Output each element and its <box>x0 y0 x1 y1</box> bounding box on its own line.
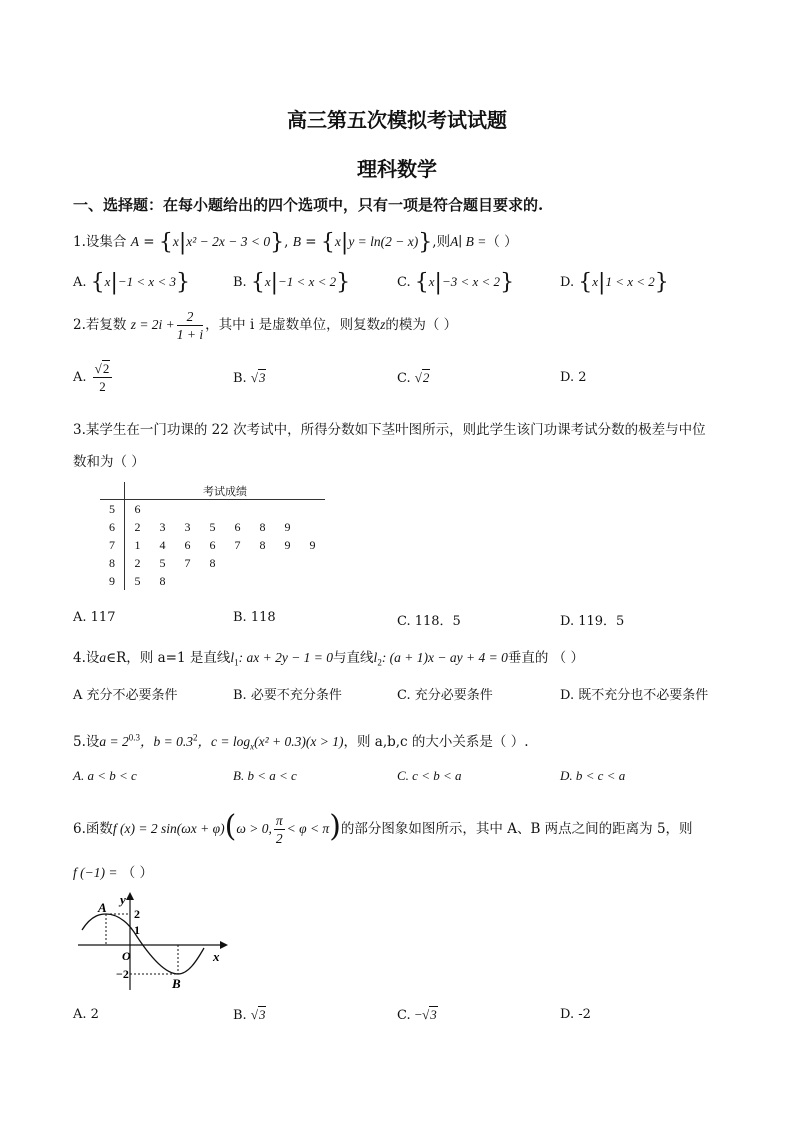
page-subtitle: 理科数学 <box>357 157 437 181</box>
stem-leaf-row <box>100 500 325 519</box>
origin-label: O <box>122 949 131 963</box>
leaf-cell <box>300 500 325 519</box>
leaf-cell: 8 <box>209 555 216 570</box>
sine-graph <box>72 888 232 994</box>
q1-set-b: B <box>292 234 301 249</box>
leaf-cell: 5 <box>159 555 166 570</box>
leaf-cell: 8 <box>259 519 266 534</box>
q4-option-d[interactable]: D. 既不充分也不必要条件 <box>560 688 709 703</box>
q1-a-cond: x² − 2x − 3 < 0 <box>186 234 271 249</box>
stem-leaf-plot <box>100 482 325 590</box>
leaf-cell: 2 <box>134 555 141 570</box>
x-axis-label: x <box>213 949 220 964</box>
question-1: 1.设集合 A = {x|x² − 2x − 3 < 0}, B = {x|y = ln(2 − x)},则A∣ B =（ ） <box>73 230 518 255</box>
q2-mid: ，其中 i 是虚数单位，则复数 <box>205 317 381 333</box>
y-axis-label: y <box>120 892 126 907</box>
leaf-cell <box>225 572 250 590</box>
leaf-cell: 4 <box>159 537 166 552</box>
tick-1-label: 1 <box>134 923 140 937</box>
q6-option-d[interactable]: D. -2 <box>560 1007 591 1022</box>
leaf-cell <box>225 554 250 572</box>
q1-number: 1. <box>73 234 86 250</box>
q5-option-a[interactable]: A. a < b < c <box>73 768 137 783</box>
q5-option-d[interactable]: D. b < c < a <box>560 768 626 783</box>
stem-cell: 6 <box>100 518 125 536</box>
leaf-cell: 5 <box>134 573 141 588</box>
leaf-cell <box>250 500 275 519</box>
tick-neg2-label: −2 <box>116 967 129 981</box>
q4-option-a[interactable]: A 充分不必要条件 <box>73 688 178 703</box>
q1-option-c[interactable]: C. {x|−3 < x < 2} <box>397 270 515 295</box>
leaf-cell: 9 <box>284 519 291 534</box>
leaf-cell <box>300 518 325 536</box>
q4-option-c[interactable]: C. 充分必要条件 <box>397 688 493 703</box>
leaf-cell <box>275 500 300 519</box>
q2-number: 2. <box>73 317 86 333</box>
q1-a-var: x <box>172 234 179 249</box>
stem-leaf-title: 考试成绩 <box>125 482 326 500</box>
q3-option-c[interactable]: C. 118．5 <box>397 614 461 629</box>
q1-b-var: x <box>334 234 341 249</box>
q6-function: f (x) = 2 sin(ωx + φ) <box>112 821 225 836</box>
leaf-cell: 7 <box>234 537 241 552</box>
stem-cell: 8 <box>100 554 125 572</box>
leaf-cell: 6 <box>134 501 141 516</box>
leaf-cell: 6 <box>184 537 191 552</box>
q1-paren: （ ） <box>486 234 518 250</box>
leaf-cell: 2 <box>134 519 141 534</box>
leaf-cell <box>250 554 275 572</box>
leaf-cell: 5 <box>209 519 216 534</box>
leaf-cell: 8 <box>159 573 166 588</box>
leaf-cell <box>175 572 200 590</box>
x-axis-arrow-icon <box>220 941 228 949</box>
leaf-cell: 6 <box>234 519 241 534</box>
q5-option-c[interactable]: C. c < b < a <box>397 768 462 783</box>
tick-2-label: 2 <box>134 907 140 921</box>
leaf-cell <box>275 572 300 590</box>
q2-option-c[interactable]: C. √2 <box>397 370 430 386</box>
stem-leaf-row <box>100 518 325 536</box>
q1-b-cond: y = ln(2 − x) <box>348 234 419 249</box>
q5-option-b[interactable]: B. b < a < c <box>233 768 297 783</box>
q1-set-a: A <box>130 234 139 249</box>
q1-tail: 则 <box>436 234 451 250</box>
stem-leaf-row <box>100 572 325 590</box>
q1-option-a[interactable]: A. {x|−1 < x < 3} <box>73 270 190 295</box>
question-2: 2.若复数 z = 2i + $\frac{2}{1 + i}$ ，其中 i 是虚数单位，则复数z的模为（ ） <box>73 309 458 342</box>
stem-cell: 9 <box>100 572 125 590</box>
q6-option-a[interactable]: A. 2 <box>73 1007 99 1022</box>
q2-post: 的模为（ ） <box>385 317 458 333</box>
question-3-line1: 3.某学生在一门功课的 22 次考试中，所得分数如下茎叶图所示，则此学生该门功课考试分数的极差与中位 <box>73 422 706 438</box>
leaf-cell <box>300 554 325 572</box>
leaf-cell: 1 <box>134 537 141 552</box>
y-axis-arrow-icon <box>126 892 134 900</box>
leaf-cell <box>225 500 250 519</box>
leaf-cell: 9 <box>309 537 316 552</box>
stem-cell: 7 <box>100 536 125 554</box>
q4-option-b[interactable]: B. 必要不充分条件 <box>233 688 342 703</box>
page-title: 高三第五次模拟考试试题 <box>287 108 507 132</box>
leaf-cell <box>150 500 175 519</box>
leaf-cell: 7 <box>184 555 191 570</box>
question-4: 4.设a∈R，则 a=1 是直线$l_1$: ax + 2y − 1 = 0与直线$l_2$: (a + 1)x − ay + 4 = 0垂直的 （ ） <box>73 650 584 668</box>
q3-option-a[interactable]: A. 117 <box>73 610 116 625</box>
q4-line1-eq: : ax + 2y − 1 = 0 <box>238 650 334 665</box>
q6-option-c[interactable]: C. −√3 <box>397 1007 437 1023</box>
q2-option-b[interactable]: B. √3 <box>233 370 266 386</box>
leaf-cell: 6 <box>209 537 216 552</box>
sine-curve <box>82 914 204 974</box>
leaf-cell: 3 <box>184 519 191 534</box>
leaf-cell <box>250 572 275 590</box>
q6-option-b[interactable]: B. √3 <box>233 1007 266 1023</box>
q3-option-b[interactable]: B. 118 <box>233 610 276 625</box>
q1-ask: A∣ B = <box>450 234 487 249</box>
question-6: 6.函数f (x) = 2 sin(ωx + φ)(ω > 0, $\frac{\pi}{2}$ < φ < π)的部分图象如图所示，其中 A、B 两点之间的距离为 5，则 <box>73 809 693 846</box>
leaf-cell <box>300 572 325 590</box>
q1-pre: 设集合 <box>85 234 127 250</box>
leaf-cell: 8 <box>259 537 266 552</box>
q2-option-d[interactable]: D. 2 <box>560 370 587 385</box>
leaf-cell: 3 <box>159 519 166 534</box>
q1-option-d[interactable]: D. {x|1 < x < 2} <box>560 270 669 295</box>
question-5: 5.设$a = 2^{0.3}$，$b = 0.3^2$，$c = \log_x(x^2 + 0.3)(x > 1)$，则 a,b,c 的大小关系是（ ）. <box>73 732 529 752</box>
point-a-label: A <box>98 900 107 915</box>
leaf-cell <box>200 500 225 519</box>
leaf-cell <box>200 572 225 590</box>
leaf-cell <box>175 500 200 519</box>
question-3-line2: 数和为（ ） <box>73 454 145 470</box>
q1-option-b[interactable]: B. {x|−1 < x < 2} <box>233 270 351 295</box>
stem-leaf-row <box>100 554 325 572</box>
q2-option-a[interactable]: A. $\frac{√2}{2}$ <box>73 360 114 395</box>
leaf-cell: 9 <box>284 537 291 552</box>
question-6-ask: f (−1) = （ ） <box>73 865 154 881</box>
stem-cell: 5 <box>100 500 125 519</box>
q4-line2-eq: : (a + 1)x − ay + 4 = 0 <box>381 650 508 665</box>
point-b-label: B <box>172 976 181 991</box>
leaf-cell <box>275 554 300 572</box>
q3-option-d[interactable]: D. 119．5 <box>560 614 625 629</box>
stem-leaf-row <box>100 536 325 554</box>
q2-pre: 若复数 <box>85 317 127 333</box>
section-heading: 一、选择题：在每小题给出的四个选项中，只有一项是符合题目要求的. <box>73 196 544 214</box>
q2-expr: z = 2i + <box>130 317 175 332</box>
